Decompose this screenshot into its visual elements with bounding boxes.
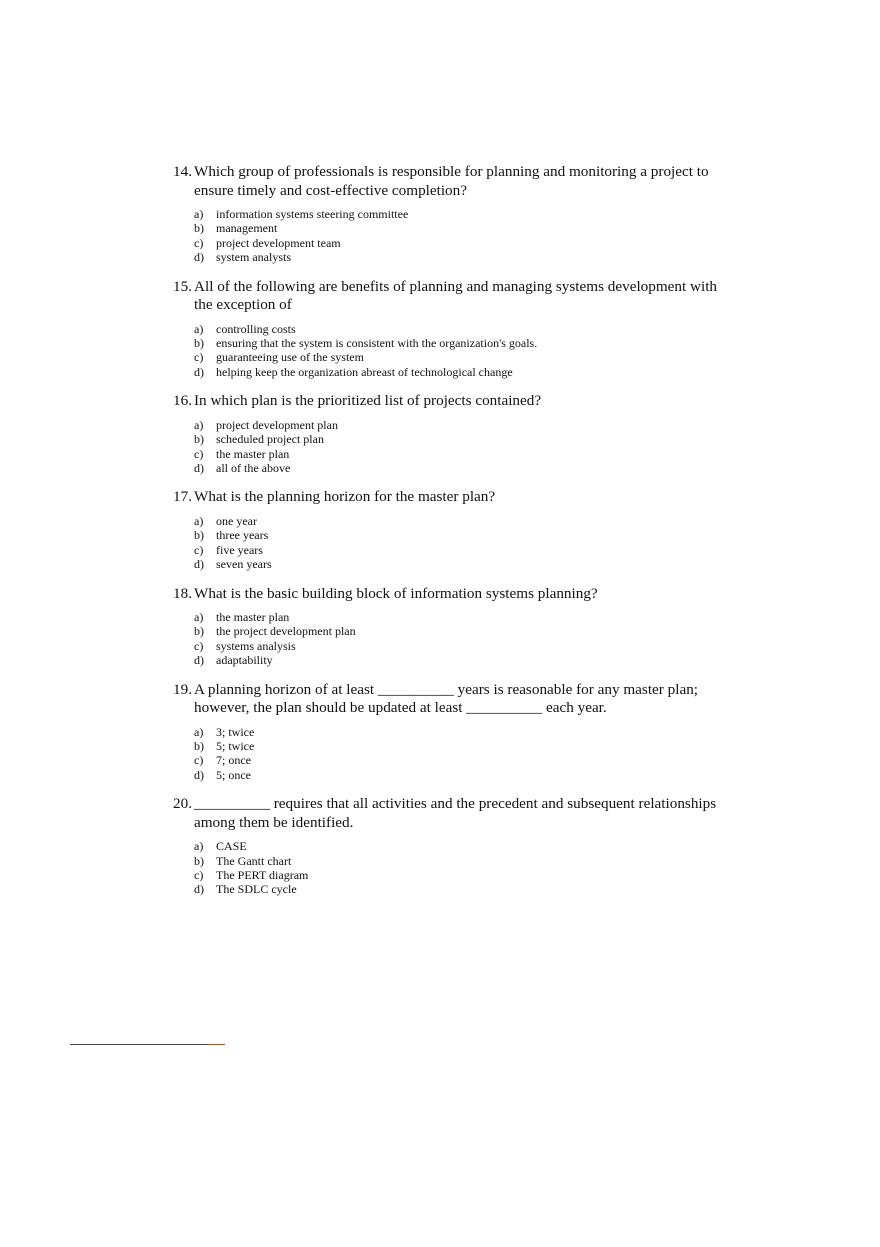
answer-option bbox=[194, 236, 718, 250]
answer-option bbox=[194, 461, 718, 475]
question-number: 19. bbox=[173, 680, 192, 698]
question-block bbox=[173, 681, 718, 783]
option-text: ensuring that the system is consistent with the organization's goals. bbox=[216, 336, 538, 351]
answer-option bbox=[194, 739, 718, 753]
option-text: 3; twice bbox=[216, 724, 255, 739]
option-text: 5; twice bbox=[216, 739, 255, 754]
answer-option bbox=[194, 610, 718, 624]
question-number: 14. bbox=[173, 163, 192, 180]
answer-option bbox=[194, 447, 718, 461]
option-letter: a) bbox=[194, 321, 204, 336]
option-text: management bbox=[216, 221, 278, 236]
answer-option bbox=[194, 753, 718, 767]
answer-option bbox=[194, 839, 718, 853]
option-letter: c) bbox=[194, 638, 204, 653]
option-text: three years bbox=[216, 528, 269, 543]
option-text: five years bbox=[216, 542, 263, 557]
answer-option bbox=[194, 250, 718, 264]
question-heading bbox=[173, 795, 718, 832]
option-text: project development plan bbox=[216, 417, 338, 432]
question-heading bbox=[173, 163, 718, 200]
option-text: The SDLC cycle bbox=[216, 882, 297, 897]
answer-options bbox=[194, 725, 718, 783]
answer-option bbox=[194, 432, 718, 446]
question-number: 18. bbox=[173, 584, 192, 602]
answer-option bbox=[194, 207, 718, 221]
question-block bbox=[173, 795, 718, 897]
option-letter: b) bbox=[194, 432, 204, 447]
option-letter: d) bbox=[194, 557, 204, 572]
option-letter: b) bbox=[194, 336, 204, 351]
option-text: scheduled project plan bbox=[216, 432, 324, 447]
option-text: CASE bbox=[216, 839, 247, 854]
option-text: 5; once bbox=[216, 767, 251, 782]
option-letter: d) bbox=[194, 460, 204, 475]
answer-option bbox=[194, 882, 718, 896]
answer-option bbox=[194, 528, 718, 542]
question-text: In which plan is the prioritized list of projects contained? bbox=[194, 392, 542, 410]
option-letter: b) bbox=[194, 528, 204, 543]
option-letter: c) bbox=[194, 753, 204, 768]
option-text: all of the above bbox=[216, 460, 291, 475]
option-letter: a) bbox=[194, 839, 204, 854]
answer-options bbox=[194, 418, 718, 476]
question-text: What is the basic building block of information systems planning? bbox=[194, 584, 598, 602]
option-letter: b) bbox=[194, 739, 204, 754]
question-heading bbox=[173, 488, 718, 507]
question-block bbox=[173, 278, 718, 380]
option-text: guaranteeing use of the system bbox=[216, 350, 364, 365]
question-block bbox=[173, 392, 718, 475]
answer-option bbox=[194, 543, 718, 557]
option-letter: a) bbox=[194, 417, 204, 432]
question-block bbox=[173, 163, 718, 265]
question-heading bbox=[173, 392, 718, 411]
answer-option bbox=[194, 350, 718, 364]
question-block bbox=[173, 585, 718, 668]
question-text: A planning horizon of at least __________ years is reasonable for any master plan; however, the plan should be updated at least __________ each year. bbox=[194, 680, 699, 717]
option-text: the master plan bbox=[216, 610, 290, 624]
question-heading bbox=[173, 585, 718, 604]
answer-options bbox=[194, 839, 718, 897]
answer-options bbox=[194, 207, 718, 265]
answer-option bbox=[194, 768, 718, 782]
answer-option bbox=[194, 639, 718, 653]
question-block bbox=[173, 488, 718, 571]
option-text: the project development plan bbox=[216, 624, 356, 639]
option-text: systems analysis bbox=[216, 638, 296, 653]
question-heading bbox=[173, 278, 718, 315]
option-letter: b) bbox=[194, 853, 204, 868]
option-letter: d) bbox=[194, 767, 204, 782]
answer-option bbox=[194, 221, 718, 235]
question-number: 17. bbox=[173, 488, 192, 506]
question-text: Which group of professionals is responsible for planning and monitoring a project to ensure timely and cost-effective completion? bbox=[194, 163, 709, 199]
option-text: controlling costs bbox=[216, 321, 296, 336]
answer-option bbox=[194, 322, 718, 336]
question-text: What is the planning horizon for the master plan? bbox=[194, 488, 496, 506]
option-text: helping keep the organization abreast of technological change bbox=[216, 364, 513, 379]
option-text: adaptability bbox=[216, 653, 273, 668]
footnote-separator-tail bbox=[208, 1044, 225, 1045]
answer-options bbox=[194, 610, 718, 668]
answer-option bbox=[194, 557, 718, 571]
answer-option bbox=[194, 418, 718, 432]
option-letter: c) bbox=[194, 235, 204, 250]
answer-option bbox=[194, 624, 718, 638]
answer-option bbox=[194, 365, 718, 379]
question-text: __________ requires that all activities and the precedent and subsequent relationships among them be identified. bbox=[194, 795, 717, 831]
option-text: one year bbox=[216, 513, 257, 528]
option-letter: d) bbox=[194, 250, 204, 265]
option-letter: d) bbox=[194, 653, 204, 668]
answer-options bbox=[194, 514, 718, 572]
question-number: 20. bbox=[173, 795, 192, 813]
option-letter: c) bbox=[194, 868, 204, 883]
option-letter: a) bbox=[194, 610, 204, 624]
option-letter: b) bbox=[194, 221, 204, 236]
option-text: 7; once bbox=[216, 753, 251, 768]
answer-option bbox=[194, 725, 718, 739]
question-list bbox=[173, 163, 718, 910]
option-letter: d) bbox=[194, 882, 204, 897]
option-text: project development team bbox=[216, 235, 341, 250]
option-letter: c) bbox=[194, 542, 204, 557]
answer-option bbox=[194, 653, 718, 667]
option-letter: c) bbox=[194, 350, 204, 365]
question-heading bbox=[173, 681, 718, 718]
answer-option bbox=[194, 868, 718, 882]
question-text: All of the following are benefits of planning and managing systems development with the exception of bbox=[194, 277, 718, 314]
option-letter: a) bbox=[194, 207, 204, 221]
option-text: The Gantt chart bbox=[216, 853, 292, 868]
option-letter: a) bbox=[194, 513, 204, 528]
option-text: the master plan bbox=[216, 446, 290, 461]
option-text: seven years bbox=[216, 557, 272, 572]
option-text: The PERT diagram bbox=[216, 868, 309, 883]
option-letter: d) bbox=[194, 364, 204, 379]
answer-option bbox=[194, 336, 718, 350]
question-number: 16. bbox=[173, 392, 192, 410]
question-number: 15. bbox=[173, 277, 192, 295]
answer-option bbox=[194, 854, 718, 868]
option-letter: c) bbox=[194, 446, 204, 461]
answer-options bbox=[194, 322, 718, 380]
option-letter: a) bbox=[194, 724, 204, 739]
footnote-separator bbox=[70, 1044, 225, 1045]
option-letter: b) bbox=[194, 624, 204, 639]
answer-option bbox=[194, 514, 718, 528]
option-text: system analysts bbox=[216, 250, 291, 265]
option-text: information systems steering committee bbox=[216, 207, 409, 221]
